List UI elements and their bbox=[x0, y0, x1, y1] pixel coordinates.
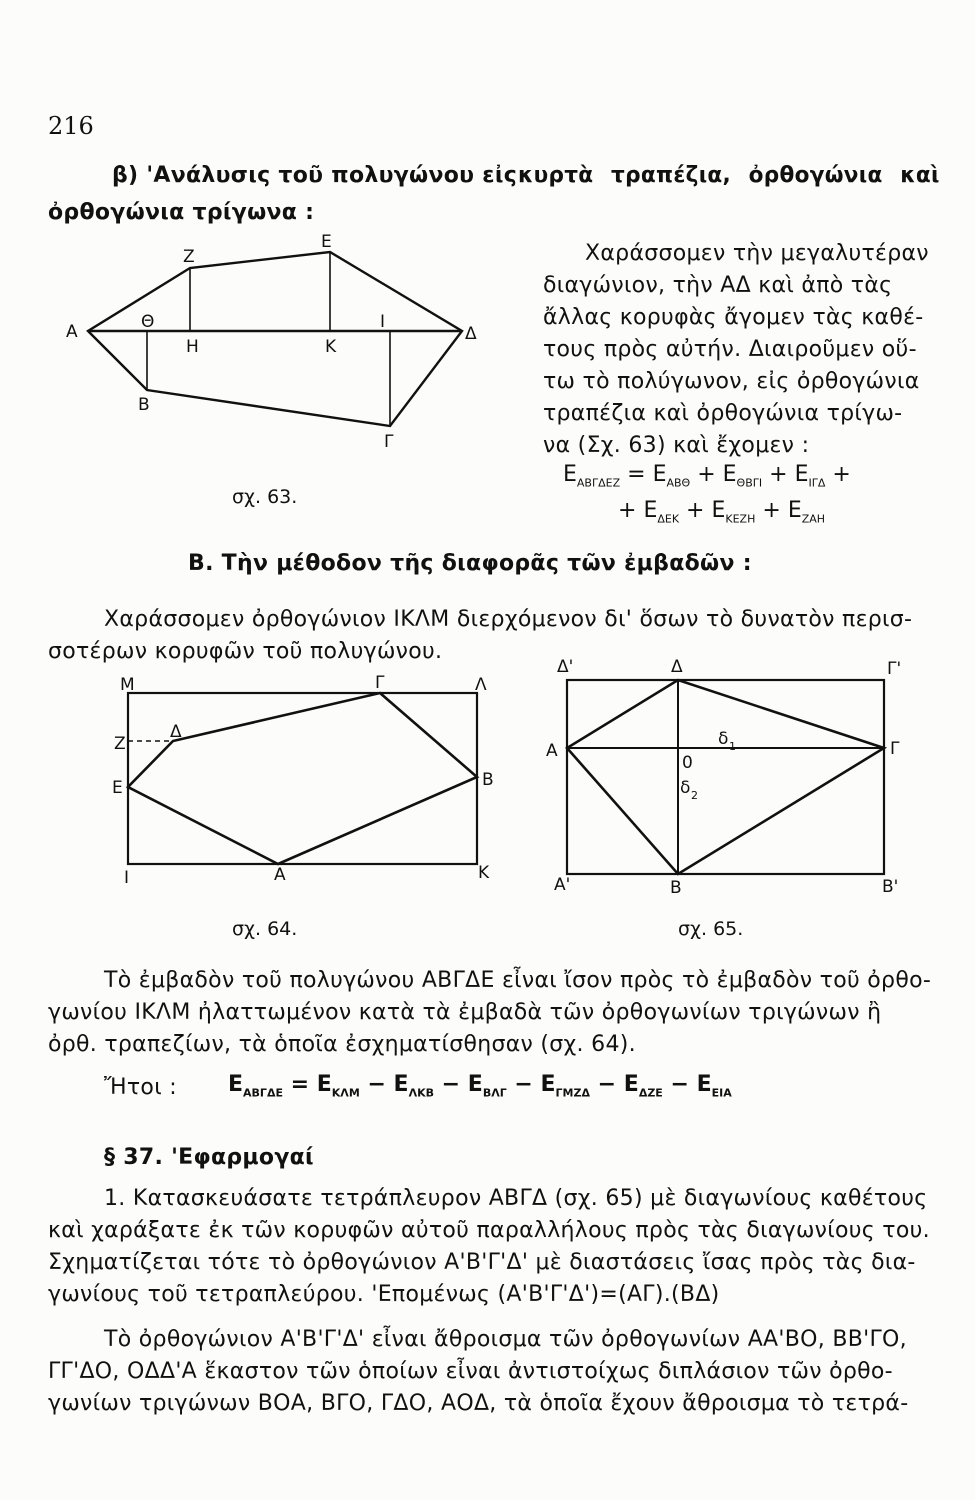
fig63-label-K: Κ bbox=[325, 337, 337, 357]
section-B-line: σοτέρων κορυφῶν τοῦ πολυγώνου. bbox=[48, 639, 443, 664]
section-b-heading-right: κυρτὰ τραπέζια, ὀρθογώνια καὶ bbox=[518, 163, 940, 188]
formula-3: $E_{AB\Gamma\Delta E} = E_{K\Lambda M} - E_{\Lambda KB} - E_{B\Lambda\Gamma} - E_{\Gamma MZ\Delta} - E_{\Delta ZE} - E_{EIA}$ bbox=[228, 1072, 732, 1100]
fig63-caption: σχ. 63. bbox=[232, 486, 298, 508]
right-text-line: τραπέζια καὶ ὀρθογώνια τρίγω- bbox=[543, 401, 903, 426]
fig65-label-B: Β bbox=[670, 878, 682, 898]
fig65-label-Ap: Α' bbox=[554, 875, 571, 895]
formula-2: + $E_{\Delta EK} + E_{KEZH} + E_{ZAH}$ bbox=[618, 498, 826, 526]
fig64-label-K: Κ bbox=[478, 863, 490, 883]
item2-line: ΓΓ'ΔΟ, ΟΔΔ'Α ἕκαστον τῶν ὁποίων εἶναι ἀντιστοίχως διπλάσιον τῶν ὀρθο- bbox=[48, 1359, 893, 1384]
fig63-label-D: Δ bbox=[465, 324, 477, 344]
fig64-caption: σχ. 64. bbox=[232, 918, 298, 940]
fig64-rectangle-IKLM bbox=[128, 693, 477, 864]
fig63-label-B: Β bbox=[138, 395, 150, 415]
paragraph-line: γωνίου ΙΚΛΜ ἠλαττωμένον κατὰ τὰ ἐμβαδὰ τῶν ὀρθογωνίων τριγώνων ἢ bbox=[48, 1000, 882, 1025]
fig65-label-d1-sub: 1 bbox=[729, 740, 736, 753]
section-b-heading-left: β) 'Ανάλυσις τοῦ πολυγώνου εἰς bbox=[112, 163, 518, 188]
formula-3-label: Ἤτοι : bbox=[104, 1075, 177, 1100]
fig65-label-d1: δ bbox=[718, 729, 729, 749]
item1-line: καὶ χαράξατε ἐκ τῶν κορυφῶν αὐτοῦ παραλλήλους πρὸς τὰς διαγωνίους του. bbox=[48, 1218, 930, 1243]
fig65-caption: σχ. 65. bbox=[678, 918, 744, 940]
fig65-label-d2-sub: 2 bbox=[691, 789, 698, 802]
right-text-line: Χαράσσομεν τὴν μεγαλυτέραν bbox=[585, 241, 929, 266]
right-text-line: τω τὸ πολύγωνον, εἰς ὀρθογώνια bbox=[543, 369, 920, 394]
right-text-line: τους πρὸς αὐτήν. Διαιροῦμεν οὕ- bbox=[543, 337, 917, 362]
fig63-label-A: Α bbox=[66, 322, 78, 342]
fig63-label-Z: Ζ bbox=[183, 247, 195, 267]
fig64-label-A: Α bbox=[274, 865, 286, 885]
fig64-label-B: Β bbox=[482, 770, 494, 790]
fig64-label-D: Δ bbox=[170, 722, 182, 742]
item1-line: 1. Κατασκευάσατε τετράπλευρον ΑΒΓΔ (σχ. 65) μὲ διαγωνίους καθέτους bbox=[104, 1186, 928, 1211]
fig64-label-M: Μ bbox=[120, 675, 135, 695]
figure-64 bbox=[128, 693, 477, 864]
section-b-heading-line2: ὀρθογώνια τρίγωνα : bbox=[48, 200, 315, 225]
item1-line: Σχηματίζεται τότε τὸ ὀρθογώνιον Α'Β'Γ'Δ' μὲ διαστάσεις ἴσας πρὸς τὰς δια- bbox=[48, 1250, 916, 1275]
fig63-label-TH: Θ bbox=[141, 312, 155, 332]
section-B-line: Χαράσσομεν ὀρθογώνιον ΙΚΛΜ διερχόμενον δι' ὅσων τὸ δυνατὸν περισ- bbox=[104, 607, 913, 632]
fig63-label-E: Ε bbox=[321, 232, 332, 252]
fig65-label-G: Γ bbox=[890, 739, 900, 759]
right-text-line: ἄλλας κορυφὰς ἄγομεν τὰς καθέ- bbox=[543, 305, 924, 330]
fig63-label-G: Γ bbox=[384, 432, 394, 452]
fig64-label-I: Ι bbox=[124, 868, 130, 888]
fig65-quadrilateral-ABGD bbox=[567, 680, 884, 874]
fig63-label-I: Ι bbox=[380, 312, 386, 332]
figure-65 bbox=[567, 680, 884, 874]
fig64-label-Z: Ζ bbox=[114, 734, 126, 754]
fig64-label-G: Γ bbox=[375, 673, 385, 693]
right-text-line: να (Σχ. 63) καὶ ἔχομεν : bbox=[543, 433, 810, 458]
item2-line: Τὸ ὀρθογώνιον Α'Β'Γ'Δ' εἶναι ἄθροισμα τῶν ὀρθογωνίων ΑΑ'ΒΟ, ΒΒ'ΓΟ, bbox=[104, 1327, 907, 1352]
fig64-label-E: Ε bbox=[112, 778, 123, 798]
right-text-line: διαγώνιον, τὴν ΑΔ καὶ ἀπὸ τὰς bbox=[543, 273, 893, 298]
item2-line: γωνίων τριγώνων ΒΟΑ, ΒΓΟ, ΓΔΟ, ΑΟΔ, τὰ ὁποῖα ἔχουν ἄθροισμα τὸ τετρά- bbox=[48, 1391, 909, 1416]
fig65-label-O: 0 bbox=[682, 753, 693, 773]
fig65-label-d2: δ bbox=[680, 778, 691, 798]
paragraph-line: Τὸ ἐμβαδὸν τοῦ πολυγώνου ΑΒΓΔΕ εἶναι ἴσον πρὸς τὸ ἐμβαδὸν τοῦ ὀρθο- bbox=[104, 968, 932, 993]
fig64-label-L: Λ bbox=[475, 675, 487, 695]
section-B-heading: Β. Τὴν μέθοδον τῆς διαφορᾶς τῶν ἐμβαδῶν : bbox=[188, 551, 752, 576]
page-number: 216 bbox=[48, 112, 94, 140]
fig65-label-D: Δ bbox=[671, 657, 683, 677]
fig65-label-Dp: Δ' bbox=[557, 657, 574, 677]
fig65-label-A: Α bbox=[546, 741, 558, 761]
fig63-label-H: Η bbox=[186, 337, 199, 357]
fig64-polygon bbox=[128, 693, 477, 864]
item1-line: γωνίους τοῦ τετραπλεύρου. 'Επομένως (Α'Β'Γ'Δ')=(ΑΓ).(ΒΔ) bbox=[48, 1282, 720, 1307]
fig65-label-Gp: Γ' bbox=[887, 659, 902, 679]
formula-1: $E_{AB\Gamma\Delta EZ} = E_{AB\Theta} + E_{\Theta B\Gamma I} + E_{I\Gamma\Delta}$ + bbox=[563, 462, 851, 490]
section-37-heading: § 37. 'Εφαρμογαί bbox=[104, 1145, 314, 1170]
paragraph-line: ὀρθ. τραπεζίων, τὰ ὁποῖα ἐσχηματίσθησαν (σχ. 64). bbox=[48, 1032, 636, 1057]
fig65-label-Bp: Β' bbox=[882, 877, 899, 897]
